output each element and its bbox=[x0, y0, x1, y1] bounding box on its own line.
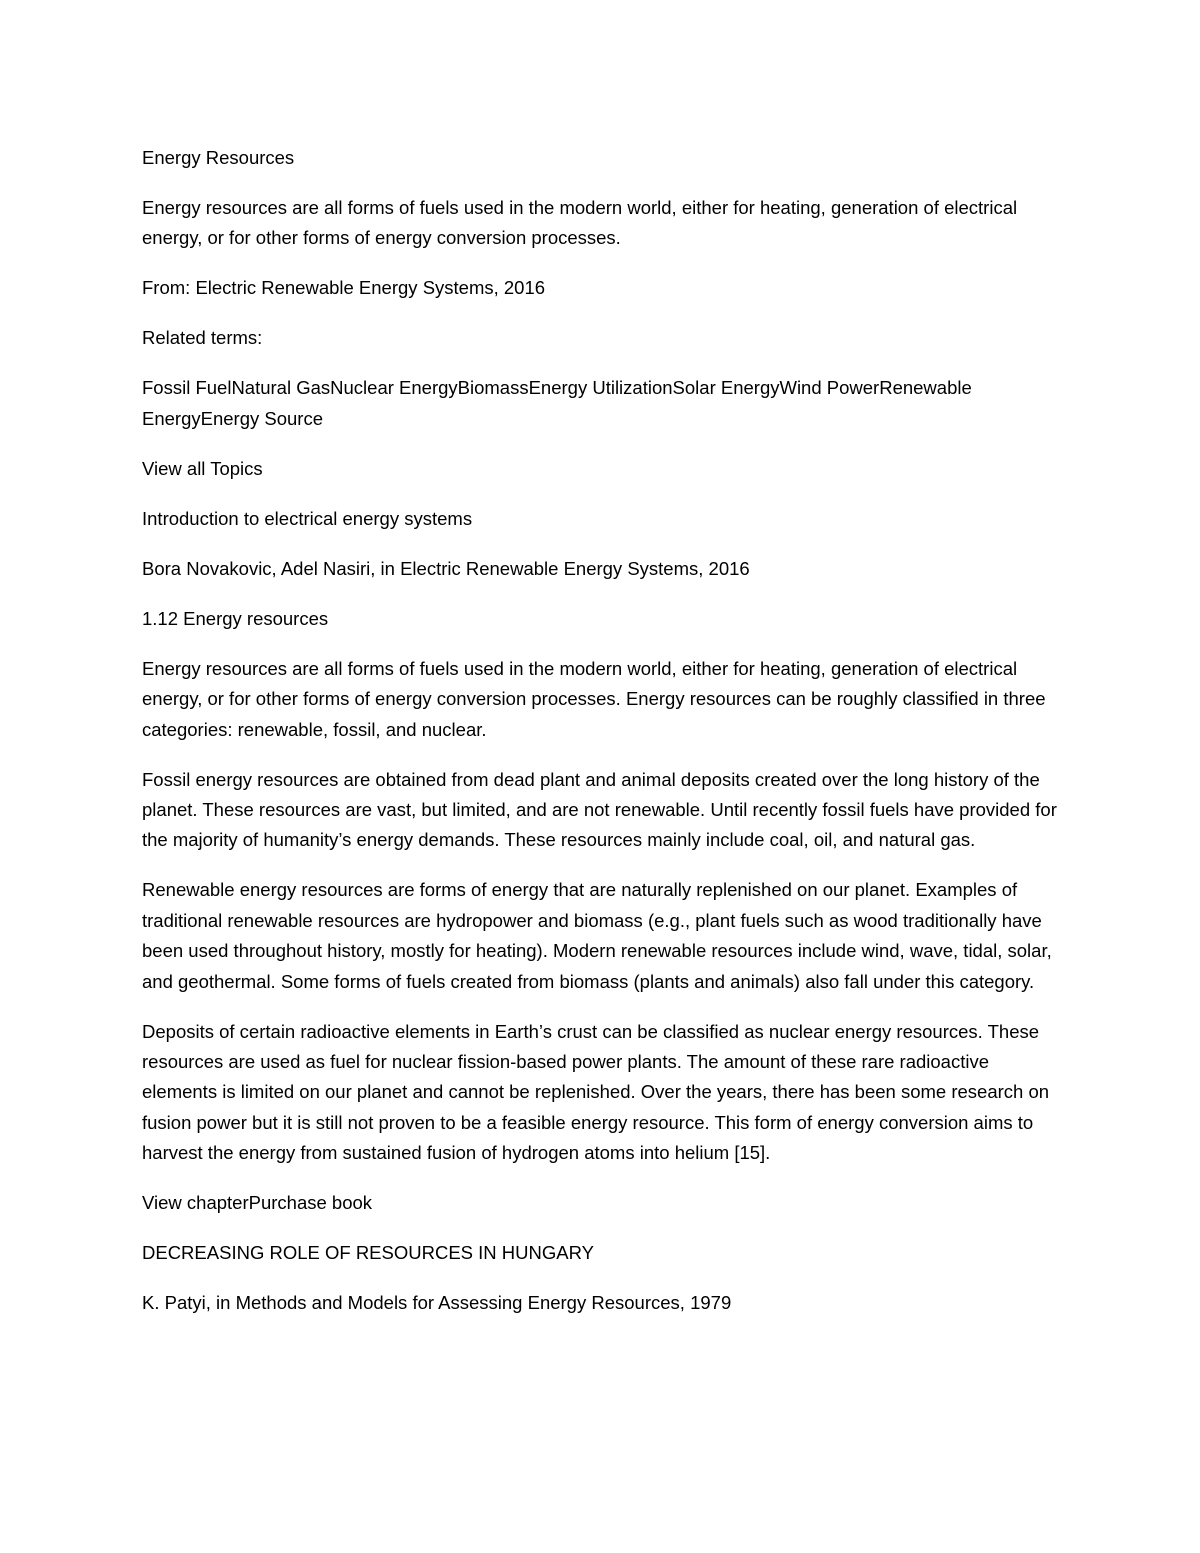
source-line: From: Electric Renewable Energy Systems, 2016 bbox=[142, 277, 546, 299]
chapter-authors: K. Patyi, in Methods and Models for Assessing Energy Resources, 1979 bbox=[142, 1292, 732, 1314]
definition-paragraph: Energy resources are all forms of fuels used in the modern world, either for heating, generation of electrical energy, or for other forms of energy conversion processes. bbox=[142, 197, 1018, 249]
body-paragraph: Deposits of certain radioactive elements in Earth’s crust can be classified as nuclear energy resources. These resources are used as fuel for nuclear fission-based power plants. The amount of these rare radioactive elements is limited on our planet and cannot be replenished. Over the years, there has been some research on fusion power but it is still not proven to be a feasible energy resource. This form of energy conversion aims to harvest the energy from sustained fusion of hydrogen atoms into helium [15]. bbox=[142, 1020, 1050, 1164]
view-all-topics-link[interactable]: View all Topics bbox=[142, 457, 263, 479]
chapter-title[interactable]: DECREASING ROLE OF RESOURCES IN HUNGARY bbox=[142, 1242, 594, 1264]
body-paragraph: Energy resources are all forms of fuels used in the modern world, either for heating, generation of electrical energy, or for other forms of energy conversion processes. Energy resources can be roughly classified in three categories: renewable, fossil, and nuclear. bbox=[142, 657, 1046, 740]
document-page bbox=[142, 143, 1062, 1338]
body-paragraph: Renewable energy resources are forms of energy that are naturally replenished on our planet. Examples of traditional renewable resources are hydropower and biomass (e.g., plant fuels such as wood traditionally have been used throughout history, mostly for heating). Modern renewable resources include wind, wave, tidal, solar, and geothermal. Some forms of fuels created from biomass (plants and animals) also fall under this category. bbox=[142, 879, 1052, 992]
related-terms-label: Related terms: bbox=[142, 327, 263, 349]
section-heading: 1.12 Energy resources bbox=[142, 607, 329, 629]
chapter-authors: Bora Novakovic, Adel Nasiri, in Electric Renewable Energy Systems, 2016 bbox=[142, 557, 750, 579]
chapter-actions-links[interactable]: View chapterPurchase book bbox=[142, 1192, 373, 1214]
chapter-title[interactable]: Introduction to electrical energy systems bbox=[142, 507, 473, 529]
document-title: Energy Resources bbox=[142, 147, 295, 168]
body-paragraph: Fossil energy resources are obtained from dead plant and animal deposits created over the long history of the planet. These resources are vast, but limited, and are not renewable. Until recently fossil fuels have provided for the majority of humanity’s energy demands. These resources mainly include coal, oil, and natural gas. bbox=[142, 768, 1057, 851]
related-terms-list[interactable]: Fossil FuelNatural GasNuclear EnergyBiomassEnergy UtilizationSolar EnergyWind PowerRenewable EnergyEnergy Source bbox=[142, 377, 972, 429]
